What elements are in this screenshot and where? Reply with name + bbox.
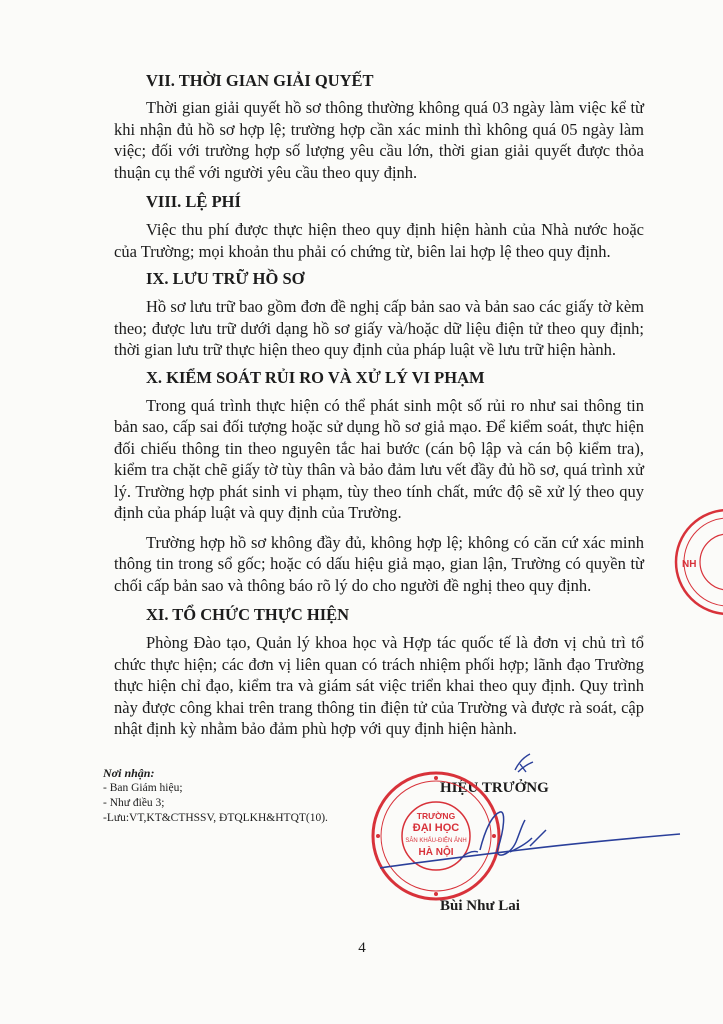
section-heading-11: XI. TỔ CHỨC THỰC HIỆN	[146, 605, 350, 624]
seal-line-4: HÀ NỘI	[418, 847, 454, 858]
recipients-title: Nơi nhận:	[103, 766, 155, 780]
side-seal-text: NH	[682, 559, 697, 570]
initial-mark	[512, 750, 536, 776]
page-number: 4	[358, 940, 366, 956]
signer-title: HIỆU TRƯỞNG	[440, 780, 549, 796]
signer-name: Bùi Như Lai	[440, 898, 520, 914]
recipient-line: - Ban Giám hiệu;	[103, 782, 183, 794]
section-paragraph-8: Việc thu phí được thực hiện theo quy định hiện hành của Nhà nước hoặc của Trường; mọi khoản thu phải có chứng từ, biên lai hợp lệ theo quy định.	[114, 220, 644, 261]
seal-line-3: SÂN KHẤU-ĐIỆN ẢNH	[405, 838, 467, 844]
recipient-line: -Lưu:VT,KT&CTHSSV, ĐTQLKH&HTQT(10).	[103, 812, 328, 824]
document-body	[114, 70, 644, 740]
section-paragraph-10b: Trường hợp hồ sơ không đầy đủ, không hợp lệ; không có căn cứ xác minh thông tin trong sổ gốc; hoặc có dấu hiệu giả mạo, gian lận, Trường có quyền từ chối cấp bản sao và thông báo rõ lý do cho người đề nghị theo quy định.	[114, 532, 644, 595]
section-paragraph-10a: Trong quá trình thực hiện có thể phát sinh một số rủi ro như sai thông tin bản sao, cấp sai đối tượng hoặc sử dụng hồ sơ giả mạo. Để kiểm soát, thực hiện đối chiếu thông tin theo nguyên tắc hai bước (cán bộ lập và cán bộ kiểm tra), kiểm tra chặt chẽ giấy tờ tùy thân và bảo đảm lưu vết đầy đủ hồ sơ, quá trình xử lý. Trường hợp phát sinh vi phạm, tùy theo tính chất, mức độ sẽ xử lý theo quy định của pháp luật và quy định của Trường.	[114, 395, 644, 522]
section-paragraph-9: Hồ sơ lưu trữ bao gồm đơn đề nghị cấp bản sao và bản sao các giấy tờ kèm theo; được lưu trữ dưới dạng hồ sơ giấy và/hoặc dữ liệu điện tử theo quy định; thời gian lưu trữ thực hiện theo quy định của pháp luật về lưu trữ hiện hành.	[114, 297, 644, 359]
recipients-block	[103, 766, 363, 826]
section-heading-7: VII. THỜI GIAN GIẢI QUYẾT	[146, 71, 374, 90]
seal-line-1: TRƯỜNG	[416, 811, 456, 821]
handwritten-signature	[360, 790, 690, 890]
section-heading-9: IX. LƯU TRỮ HỒ SƠ	[146, 269, 305, 288]
side-seal-stamp	[670, 505, 723, 620]
section-paragraph-7: Thời gian giải quyết hồ sơ thông thường không quá 03 ngày làm việc kể từ khi nhận đủ hồ sơ hợp lệ; trường hợp cần xác minh thì không quá 05 ngày làm việc; đối với trường hợp số lượng yêu cầu lớn, thời gian giải quyết được thỏa thuận cụ thể với người yêu cầu theo quy định.	[114, 98, 644, 182]
recipient-line: - Như điều 3;	[103, 797, 165, 809]
seal-line-2: ĐẠI HỌC	[412, 822, 460, 834]
section-heading-8: VIII. LỆ PHÍ	[146, 192, 241, 211]
section-paragraph-11: Phòng Đào tạo, Quản lý khoa học và Hợp tác quốc tế là đơn vị chủ trì tổ chức thực hiện; các đơn vị liên quan có trách nhiệm phối hợp; lãnh đạo Trường thực hiện chỉ đạo, kiểm tra và giám sát việc triển khai theo quy định. Quy trình này được công khai trên trang thông tin điện tử của Trường và được rà soát, cập nhật định kỳ nhằm bảo đảm phù hợp với quy định hiện hành.	[114, 633, 644, 738]
section-heading-10: X. KIỂM SOÁT RỦI RO VÀ XỬ LÝ VI PHẠM	[146, 367, 485, 387]
